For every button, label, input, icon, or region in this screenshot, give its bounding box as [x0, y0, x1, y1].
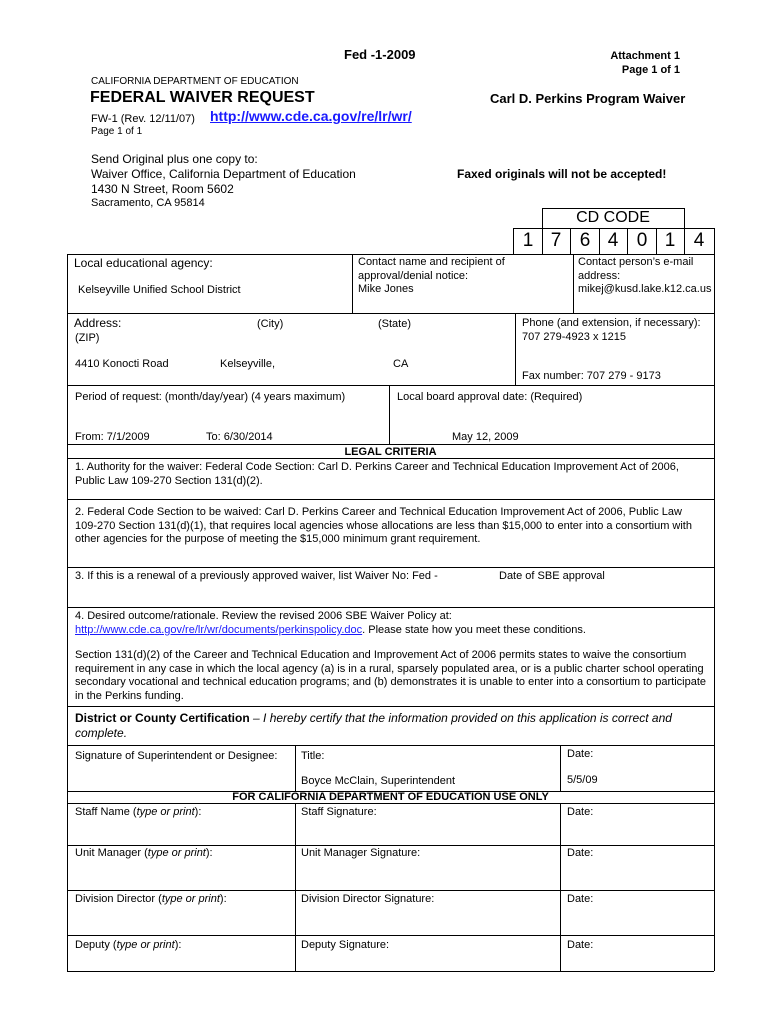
cd-code-digit: 1 [664, 230, 676, 251]
cd-code-digit: 4 [607, 230, 619, 251]
certification-statement: – I hereby certify that the information provided on this application is correct and complete. [75, 711, 672, 740]
cde-use-heading: FOR CALIFORNIA DEPARTMENT OF EDUCATION USE ONLY [232, 791, 549, 803]
staff-name-label: Staff Name (type or print): [75, 806, 202, 818]
agency-value: Kelseyville Unified School District [78, 284, 241, 296]
contact-label: Contact name and recipient of approval/denial notice: [358, 256, 505, 282]
phone-label: Phone (and extension, if necessary): [522, 317, 701, 329]
department-name: CALIFORNIA DEPARTMENT OF EDUCATION [91, 76, 299, 87]
unit-manager-date-label: Date: [567, 847, 594, 859]
period-label: Period of request: (month/day/year) (4 years maximum) [75, 391, 346, 403]
board-approval-label: Local board approval date: (Required) [397, 391, 583, 403]
legal-item-4-after: . Please state how you meet these conditions. [362, 624, 586, 636]
waiver-url-link[interactable]: http://www.cde.ca.gov/re/lr/wr/ [210, 108, 412, 124]
cd-code-digit: 1 [522, 230, 534, 251]
staff-signature-label: Staff Signature: [301, 806, 377, 818]
legal-item-4-body: Section 131(d)(2) of the Career and Technical Education and Improvement Act of 2006 permits states to waive the consortium requirement in any case in which the local agency (a) is in a rural, sparsely populated area, or is a public charter school operating secondary vocational and technical education programs; and (b) demonstrates it is unable to enter into a consortium to participate in the Perkins funding. [75, 649, 707, 702]
division-director-label: Division Director (type or print): [75, 893, 227, 905]
unit-manager-label: Unit Manager (type or print): [75, 847, 213, 859]
cd-code-digit: 0 [636, 230, 648, 251]
street-value: 4410 Konocti Road [75, 358, 169, 370]
division-director-signature-label: Division Director Signature: [301, 893, 435, 905]
fax-number: Fax number: 707 279 - 9173 [522, 370, 661, 382]
cd-code-digit: 4 [693, 230, 705, 251]
period-to: To: 6/30/2014 [206, 431, 273, 443]
unit-manager-signature-label: Unit Manager Signature: [301, 847, 421, 859]
certification-heading: District or County Certification [75, 711, 250, 725]
legal-item-4-intro: 4. Desired outcome/rationale. Review the revised 2006 SBE Waiver Policy at: [75, 610, 452, 622]
agency-label: Local educational agency: [74, 256, 213, 270]
form-id: FW-1 (Rev. 12/11/07) [91, 113, 195, 125]
city-label: (City) [257, 318, 284, 330]
email-label: Contact person’s e-mail address: [578, 256, 694, 282]
fax-notice: Faxed originals will not be accepted! [457, 167, 667, 181]
deputy-date-label: Date: [567, 939, 594, 951]
state-label: (State) [378, 318, 412, 330]
cert-title-label: Title: [301, 750, 325, 762]
cd-code-label: CD CODE [576, 209, 650, 226]
send-line-1: Send Original plus one copy to: [91, 152, 258, 166]
cert-date-label: Date: [567, 748, 594, 760]
send-line-2: Waiver Office, California Department of Education [91, 167, 356, 181]
cd-code-digit: 7 [550, 230, 562, 251]
phone-value: 707 279-4923 x 1215 [522, 331, 626, 343]
attachment-page: Page 1 of 1 [621, 64, 680, 76]
deputy-label: Deputy (type or print): [75, 939, 182, 951]
cd-code-digit: 6 [579, 230, 591, 251]
division-director-date-label: Date: [567, 893, 594, 905]
legal-item-2: 2. Federal Code Section to be waived: Carl D. Perkins Career and Technical Education Improvement Act of 2006, Public Law 109-270 Section 131(d)(1), that requires local agencies whose allocations are less than $15,000 to enter into a consortium with other agencies for the purpose of meeting the $15,000 minimum grant requirement. [75, 506, 692, 545]
legal-item-1: 1. Authority for the waiver: Federal Code Section: Carl D. Perkins Career and Technical Education Improvement Act of 2006, Public Law 109-270 Section 131(d)(2). [75, 461, 679, 487]
send-line-4: Sacramento, CA 95814 [91, 197, 205, 209]
form-title: FEDERAL WAIVER REQUEST [90, 89, 315, 106]
city-value: Kelseyville, [220, 358, 276, 370]
cert-date-value: 5/5/09 [567, 774, 598, 786]
zip-label: (ZIP) [75, 332, 100, 344]
contact-value: Mike Jones [358, 283, 414, 295]
cert-title-value: Boyce McClain, Superintendent [301, 775, 456, 787]
send-line-3: 1430 N Street, Room 5602 [91, 182, 234, 196]
form-page: Page 1 of 1 [91, 126, 143, 137]
program-name: Carl D. Perkins Program Waiver [490, 91, 686, 106]
period-from: From: 7/1/2009 [75, 431, 150, 443]
legal-item-3: 3. If this is a renewal of a previously approved waiver, list Waiver No: Fed - [75, 570, 438, 582]
staff-date-label: Date: [567, 806, 594, 818]
deputy-signature-label: Deputy Signature: [301, 939, 390, 951]
legal-criteria-heading: LEGAL CRITERIA [344, 446, 437, 458]
board-approval-value: May 12, 2009 [452, 431, 519, 443]
address-label: Address: [74, 316, 122, 330]
state-value: CA [393, 358, 409, 370]
policy-doc-link[interactable]: http://www.cde.ca.gov/re/lr/wr/documents/perkinspolicy.doc [75, 624, 363, 636]
attachment-label: Attachment 1 [610, 50, 680, 62]
email-value: mikej@kusd.lake.k12.ca.us [578, 283, 712, 295]
superintendent-signature-label: Signature of Superintendent or Designee: [75, 750, 278, 762]
legal-item-3-date: Date of SBE approval [499, 570, 605, 582]
fed-number: Fed -1-2009 [344, 47, 416, 62]
